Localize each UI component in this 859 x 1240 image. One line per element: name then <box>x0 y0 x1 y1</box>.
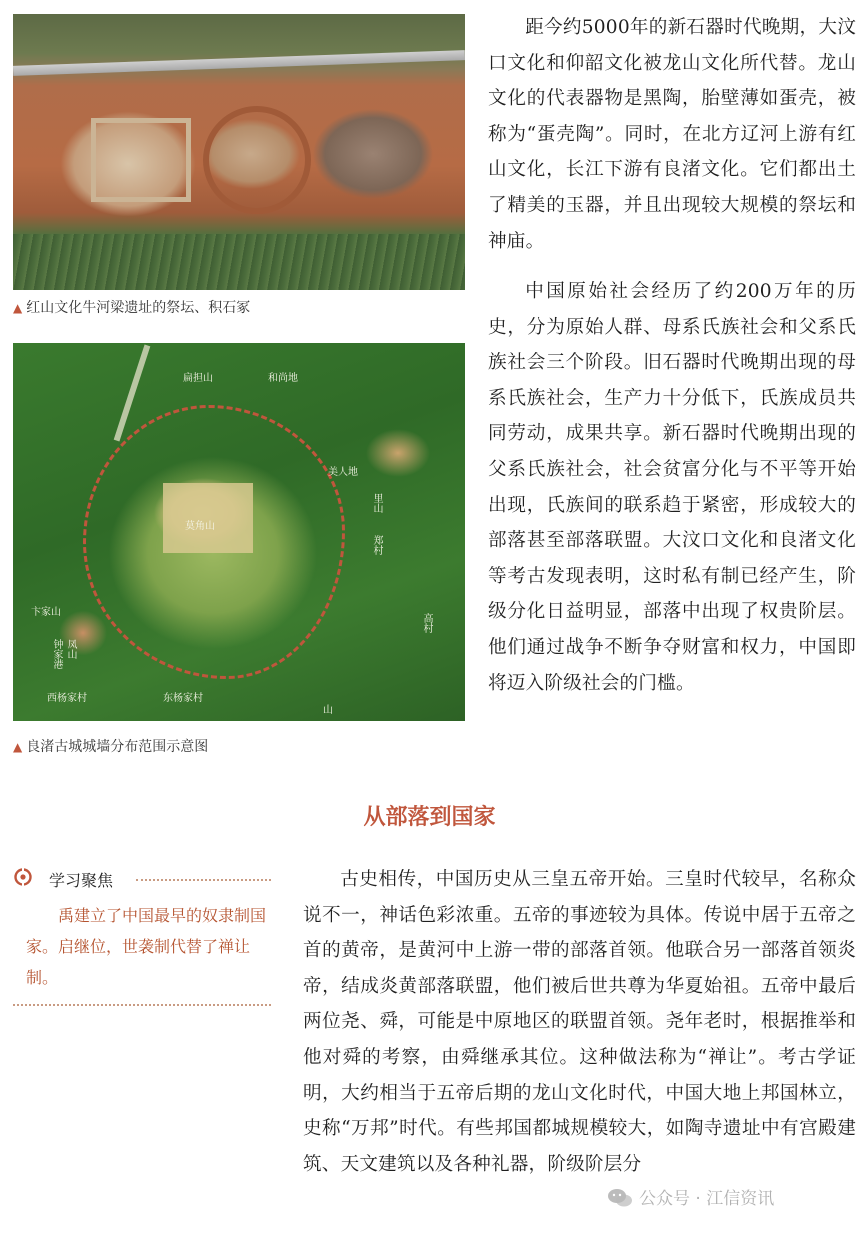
map-label: 山 <box>323 705 333 716</box>
map-label: 东杨家村 <box>163 693 203 704</box>
study-focus-box <box>13 862 271 1006</box>
wechat-icon <box>607 1188 633 1208</box>
road <box>13 50 465 76</box>
crop-field <box>13 234 465 290</box>
map-label: 扁担山 <box>183 373 213 384</box>
paragraph-tribe-to-state: 古史相传，中国历史从三皇五帝开始。三皇时代较早，名称众说不一，神话色彩浓重。五帝的事迹较为具体。传说中居于五帝之首的黄帝，是黄河中上游一带的部落首领。他联合另一部落首领炎帝，结成炎黄部落联盟，他们被后世共尊为华夏始祖。五帝中最后两位尧、舜，可能是中原地区的联盟首领。尧年老时，根据推举和他对舜的考察，由舜继承其位。这种做法称为“禅让”。考古学证明，大约相当于五帝后期的龙山文化时代，中国大地上邦国林立，史称“万邦”时代。有些邦国都城规模较大，如陶寺遗址中有宫殿建筑、天文建筑以及各种礼器，阶级阶层分 <box>303 869 856 1175</box>
map-liangzhu-city-wall <box>13 343 465 721</box>
divider <box>136 879 271 881</box>
focus-target-icon <box>14 868 32 886</box>
map-label: 美人地 <box>328 467 358 478</box>
map-label: 郑村 <box>371 535 382 555</box>
map-label: 和尚地 <box>268 373 298 384</box>
watermark: 公众号 · 江信资讯 <box>607 1184 774 1209</box>
study-focus-body: 禹建立了中国最早的奴隶制国家。启继位，世袭制代替了禅让制。 <box>26 906 267 987</box>
altar-ring <box>203 106 311 214</box>
map-label: 里山 <box>371 493 382 513</box>
figure-caption-1: ▲ 红山文化牛河梁遗址的祭坛、积石冢 <box>13 300 251 316</box>
paragraph-neolithic-cultures: 距今约5000年的新石器时代晚期，大汶口文化和仰韶文化被龙山文化所代替。龙山文化的代表器物是黑陶，胎壁薄如蛋壳，被称为“蛋壳陶”。同时，在北方辽河上游有红山文化，长江下游有良渚文化。它们都出土了精美的玉器，并且出现较大规模的祭坛和神庙。 <box>488 17 856 252</box>
map-label: 西杨家村 <box>47 693 87 704</box>
caption-triangle-icon: ▲ <box>13 740 23 754</box>
figure-caption-2: ▲ 良渚古城城墙分布范围示意图 <box>13 739 209 755</box>
map-label: 钟家港 <box>51 639 62 669</box>
city-wall-outline <box>83 405 345 679</box>
map-label: 卞家山 <box>31 607 61 618</box>
study-focus-title: 学习聚焦 <box>49 871 114 890</box>
section-title: 从部落到国家 <box>363 805 496 830</box>
map-label: 凤山 <box>65 639 76 659</box>
photo-niuheliang-site <box>13 14 465 290</box>
altar-square <box>91 118 191 202</box>
map-label: 高村 <box>421 613 432 633</box>
paragraph-primitive-society: 中国原始社会经历了约200万年的历史，分为原始人群、母系氏族社会和父系氏族社会三个阶段。旧石器时代晚期出现的母系氏族社会，生产力十分低下，氏族成员共同劳动，成果共享。新石器时代晚期出现的父系氏族社会，社会贫富分化与不平等开始出现，氏族间的联系趋于紧密，形成较大的部落甚至部落联盟。大汶口文化和良渚文化等考古发现表明，这时私有制已经产生，阶级分化日益明显，部落中出现了权贵阶层。他们通过战争不断争夺财富和权力，中国即将迈入阶级社会的门槛。 <box>488 281 856 694</box>
caption-triangle-icon: ▲ <box>13 301 23 315</box>
map-label: 莫角山 <box>185 521 215 532</box>
divider <box>13 1004 271 1006</box>
